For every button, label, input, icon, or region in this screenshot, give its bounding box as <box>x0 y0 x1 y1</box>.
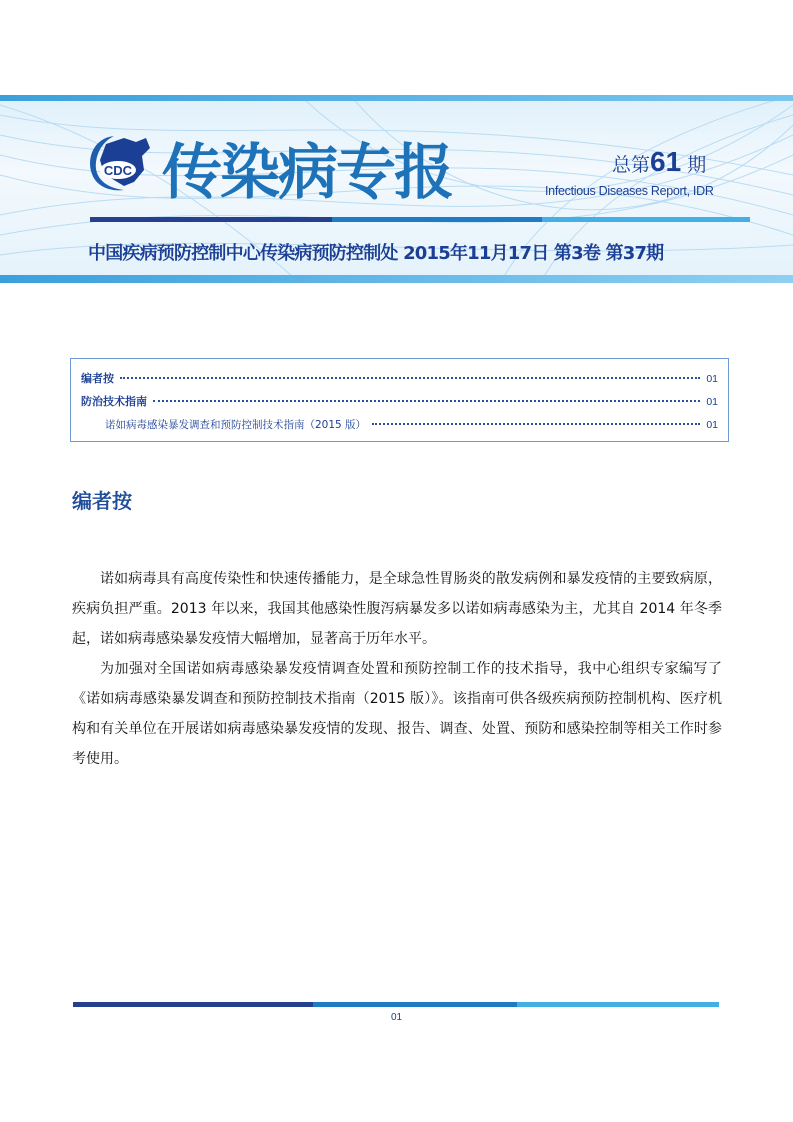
svg-text:CDC: CDC <box>103 163 133 178</box>
footer-rule-mid <box>313 1002 517 1007</box>
header-rule-mid <box>332 217 542 222</box>
leader-dots <box>153 400 700 402</box>
toc-entry[interactable] <box>105 417 718 432</box>
paragraph: 诺如病毒具有高度传染性和快速传播能力，是全球急性胃肠炎的散发病例和暴发疫情的主要致病原，疾病负担严重。2013 年以来，我国其他感染性腹泻病暴发多以诺如病毒感染为主，尤其自 2014 年冬季起，诺如病毒感染暴发疫情大幅增加，显著高于历年水平。 <box>72 571 722 647</box>
editor-note-body <box>72 564 722 774</box>
leader-dots <box>120 377 700 379</box>
footer-rule-light <box>517 1002 719 1007</box>
paragraph: 为加强对全国诺如病毒感染暴发疫情调查处置和预防控制工作的技术指导，我中心组织专家编写了《诺如病毒感染暴发调查和预防控制技术指南（2015 版）》。该指南可供各级疾病预防控制机构、医疗机构和有关单位在开展诺如病毒感染暴发疫情的发现、报告、调查、处置、预防和感染控制等相关工作时参考使用。 <box>72 661 722 767</box>
header-rule-light <box>542 217 750 222</box>
english-title: Infectious Diseases Report, IDR <box>545 184 714 198</box>
top-stripe <box>0 95 793 101</box>
table-of-contents <box>70 358 729 442</box>
bottom-stripe <box>0 275 793 283</box>
toc-entry[interactable] <box>81 370 718 386</box>
report-title: 传染病专报 <box>162 138 452 208</box>
toc-page: 01 <box>706 419 718 431</box>
toc-entry[interactable] <box>81 393 718 409</box>
toc-label: 诺如病毒感染暴发调查和预防控制技术指南（2015 版） <box>105 419 367 431</box>
toc-label: 防治技术指南 <box>81 395 147 408</box>
header-rule-dark <box>90 217 332 222</box>
toc-page: 01 <box>706 373 718 385</box>
leader-dots <box>372 423 700 425</box>
page-number: 01 <box>390 1012 403 1023</box>
footer-rule-dark <box>73 1002 313 1007</box>
toc-page: 01 <box>706 396 718 408</box>
toc-label: 编者按 <box>81 372 114 385</box>
cdc-logo <box>84 130 156 196</box>
publication-info: 中国疾病预防控制中心传染病预防控制处 2015年11月17日 第3卷 第37期 <box>88 243 664 264</box>
section-title: 编者按 <box>72 489 132 513</box>
total-issue: 总第61 期 <box>612 146 707 177</box>
